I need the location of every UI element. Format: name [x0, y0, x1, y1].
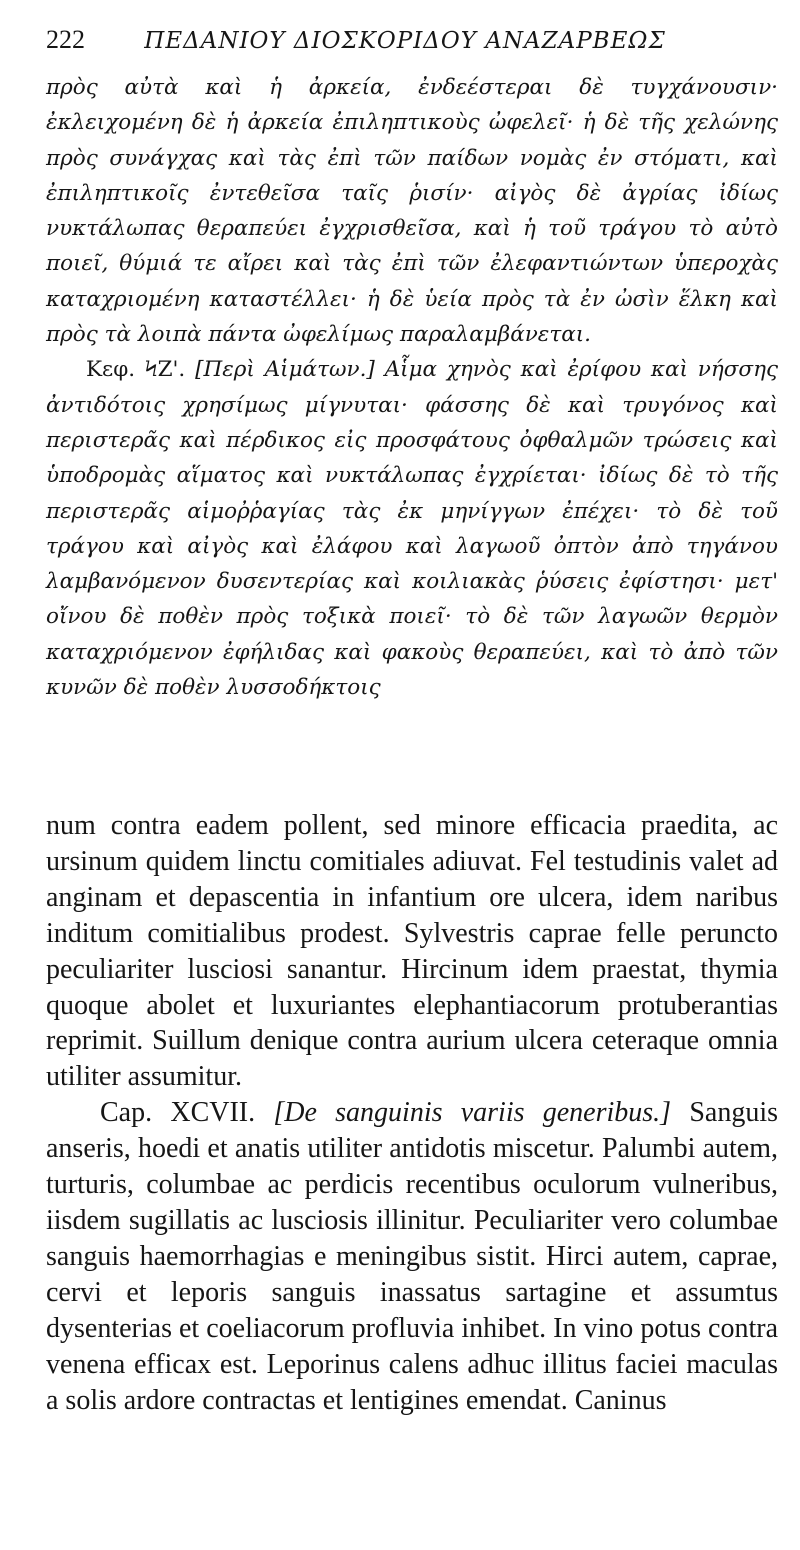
greek-paragraph-1: πρὸς αὐτὰ καὶ ἡ ἀρκεία, ἐνδεέστεραι δὲ τυγχάνουσιν· ἐκλειχομένη δὲ ἡ ἀρκεία ἐπιληπτικοὺς ὠφελεῖ· ἡ δὲ τῆς χελώνης πρὸς συνάγχας καὶ τὰς ἐπὶ τῶν παίδων νομὰς ἐν στόματι, καὶ ἐπιληπτικοῖς ἐντεθεῖσα ταῖς ῥισίν· αἰγὸς δὲ ἀγρίας ἰδίως νυκτάλωπας θεραπεύει ἐγχρισθεῖσα, καὶ ἡ τοῦ τράγου τὸ αὐτὸ ποιεῖ, θύμιά τε αἴρει καὶ τὰς ἐπὶ τῶν ἐλεφαντιώντων ὑπεροχὰς καταχριομένη καταστέλλει· ἡ δὲ ὑεία πρὸς τὰ ἐν ὠσὶν ἕλκη καὶ πρὸς τὰ λοιπὰ πάντα ὠφελίμως παραλαμβάνεται.	[46, 75, 778, 348]
latin-paragraph-2: Sanguis anseris, hoedi et anatis utiliter antidotis miscetur. Palumbi autem, turturis, columbae ac perdicis recentibus oculorum vulneribus, iisdem sugillatis ac lusciosis illinitur. Peculiariter vero columbae sanguis haemorrhagias e meningibus sistit. Hirci autem, caprae, cervi et leporis sanguis inassatus sartagine et assumtus dysenterias et coeliacorum profluvia inhibet. In vino potus contra venena efficax est. Leporinus calens adhuc illitus faciei maculas a solis ardore contractas et lentigines emendat. Caninus	[46, 1097, 779, 1416]
latin-paragraph-1: num contra eadem pollent, sed minore efficacia praedita, ac ursinum quidem linctu comitiales adiuvat. Fel testudinis valet ad anginam et depascentia in infantium ore ulcera, idem naribus inditum comitialibus prodest. Sylvestris caprae felle peruncto peculiariter lusciosi sanantur. Hircinum idem praestat, thymia quoque abolet et luxuriantes elephantiacorum protuberantias reprimit. Suillum denique contra aurium ulcera ceteraque omnia utiliter assumitur.	[46, 810, 778, 1093]
greek-chapter-paragraph	[46, 352, 778, 705]
greek-chapter-label: Κεφ. ϞΖ'.	[86, 357, 186, 383]
latin-chapter-title: [De sanguinis variis generibus.]	[273, 1097, 672, 1129]
latin-chapter-label: Cap. XCVII.	[100, 1097, 256, 1129]
greek-chapter-title: [Περὶ Αἱμάτων.]	[195, 357, 375, 383]
latin-chapter-paragraph	[46, 1095, 778, 1418]
greek-paragraph-2: Αἷμα χηνὸς καὶ ἐρίφου καὶ νήσσης ἀντιδότοις χρησίμως μίγνυται· φάσσης δὲ καὶ τρυγόνος καὶ περιστερᾶς καὶ πέρδικος εἰς προσφάτους ὀφθαλμῶν τρώσεις καὶ ὑποδρομὰς αἵματος καὶ νυκτάλωπας ἐγχρίεται· ἰδίως δὲ τὸ τῆς περιστερᾶς αἱμοῤῥαγίας τὰς ἐκ μηνίγγων ἐπέχει· τὸ δὲ τοῦ τράγου καὶ αἰγὸς καὶ ἐλάφου καὶ λαγωοῦ ὀπτὸν ἀπὸ τηγάνου λαμβανόμενον δυσεντερίας καὶ κοιλιακὰς ῥύσεις ἐφίστησι· μετ' οἴνου δὲ ποθὲν πρὸς τοξικὰ ποιεῖ· τὸ δὲ τῶν λαγωῶν θερμὸν καταχριόμενον ἐφήλιδας καὶ φακοὺς θεραπεύει, καὶ τὸ ἀπὸ τῶν κυνῶν δὲ ποθὲν λυσσοδήκτοις	[46, 357, 779, 701]
running-head	[46, 20, 778, 60]
running-title: ΠΕΔΑΝΙΟΥ ΔΙΟΣΚΟΡΙΔΟΥ ΑΝΑΖΑΡΒΕΩΣ	[144, 28, 666, 54]
page-number: 222	[46, 25, 85, 54]
greek-text-block	[46, 70, 778, 705]
latin-text-block	[46, 808, 778, 1418]
